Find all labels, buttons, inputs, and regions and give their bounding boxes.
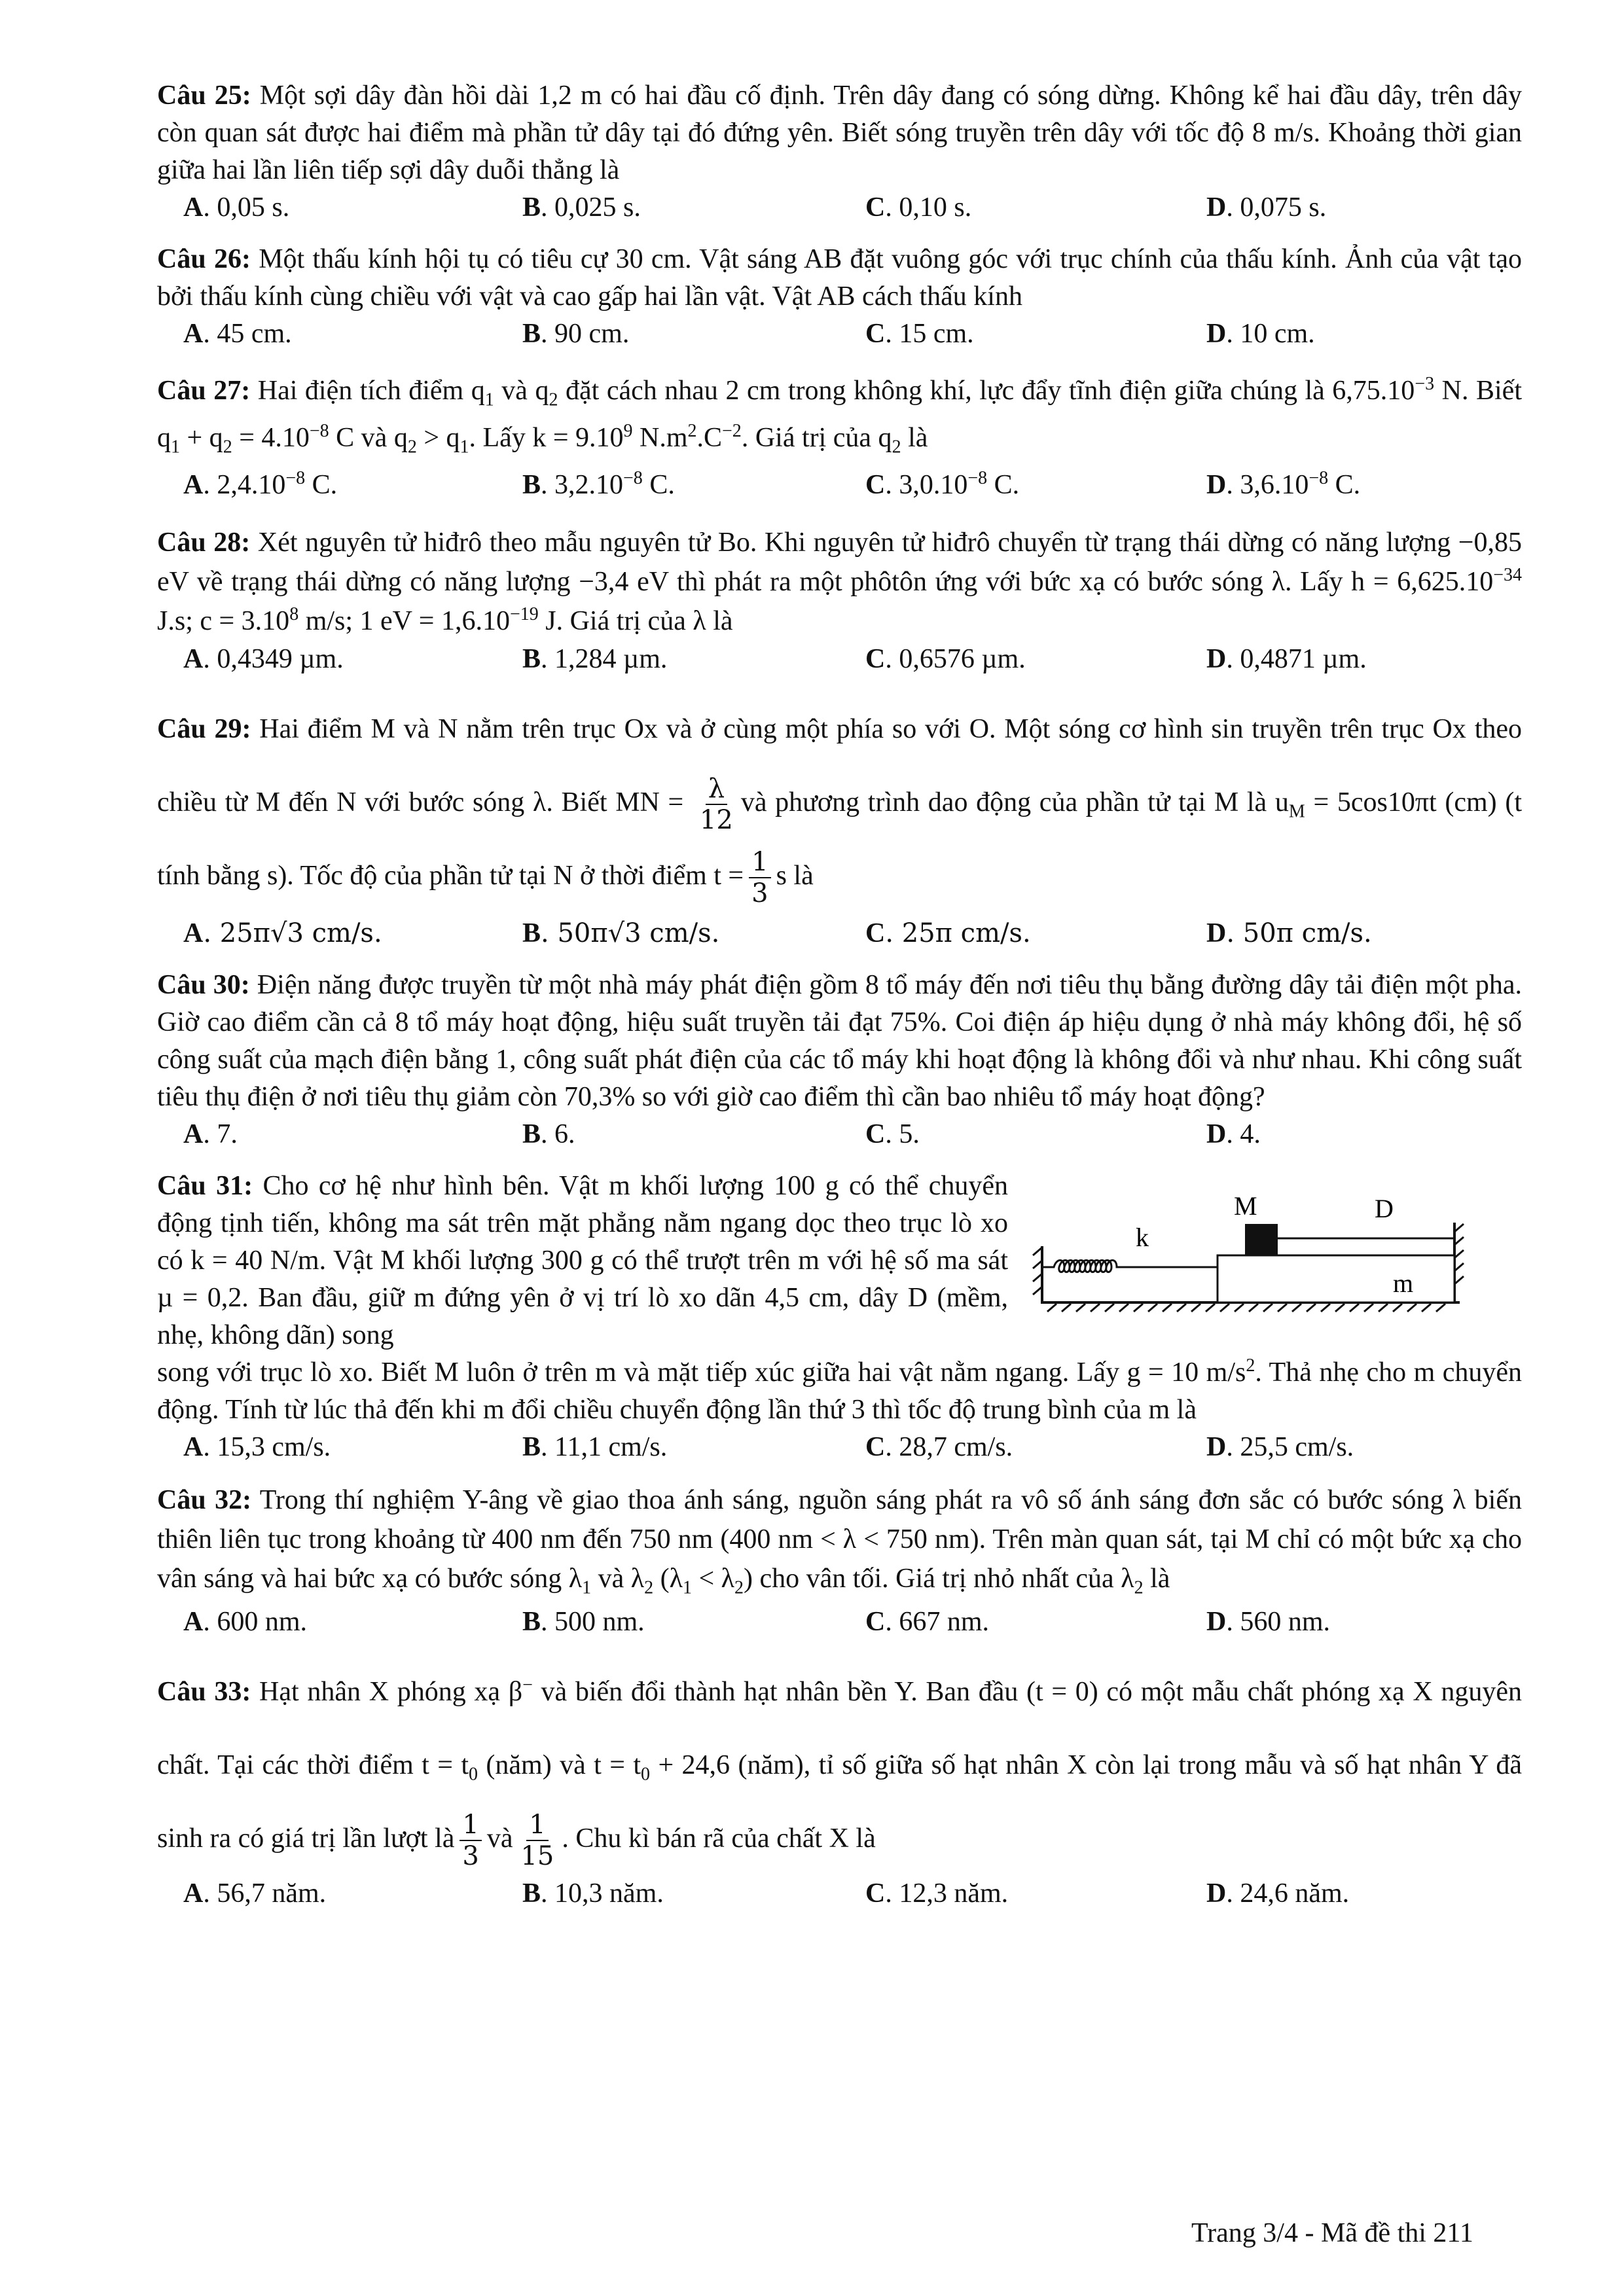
- answer-options: [157, 189, 1522, 226]
- option-b[interactable]: B. 500 nm.: [522, 1607, 645, 1637]
- fraction-1-3: [460, 1810, 481, 1871]
- option-d[interactable]: D. 0,4871 µm.: [1206, 644, 1367, 674]
- question-number: Câu 26:: [157, 244, 251, 274]
- question-27: [157, 367, 1522, 509]
- option-d[interactable]: D. 560 nm.: [1206, 1607, 1331, 1637]
- question-31: Câu 31: Cho cơ hệ như hình bên. Vật m khối lượng 100 g có thể chuyển động tịnh tiến, không ma sát trên mặt phẳng nằm ngang dọc theo trục lò xo có k = 40 N/m. Vật M khối lượng 300 g có thể trượt trên m với hệ số ma sát µ = 0,2. Ban đầu, giữ m đứng yên ở vị trí lò xo dãn 4,5 cm, dây D (mềm, nhẹ, không dãn) song song với trục lò xo. Biết M luôn ở trên m và mặt tiếp xúc giữa hai vật nằm ngang. Lấy g = 10 $m/s^2$. Thả nhẹ cho m chuyển động. Tính từ lúc thả đến khi m đổi chiều chuyển động lần thứ 3 thì tốc độ trung bình của m là M D k m A. 15,3 cm/s. B. 11,1 cm/s. C. 28,7 cm/s. D. 25,5 cm/s.: [157, 1168, 1522, 1466]
- option-c[interactable]: C. 0,10 s.: [865, 192, 972, 223]
- option-b[interactable]: B. 50π√3 cm/s.: [522, 918, 720, 948]
- option-d[interactable]: D. 4.: [1206, 1119, 1261, 1149]
- option-c[interactable]: C. 12,3 năm.: [865, 1878, 1009, 1909]
- option-d[interactable]: D. 50π cm/s.: [1206, 918, 1372, 948]
- fraction-lambda-12: [697, 774, 736, 835]
- option-c[interactable]: C. 667 nm.: [865, 1607, 990, 1637]
- fraction-denominator: 12: [699, 805, 733, 836]
- exam-page: [157, 77, 1522, 1912]
- option-a[interactable]: A. 15,3 cm/s.: [183, 1432, 331, 1462]
- option-b[interactable]: B. 0,025 s.: [522, 192, 641, 223]
- answer-options: [157, 1604, 1522, 1641]
- option-b[interactable]: B. 11,1 cm/s.: [522, 1432, 668, 1462]
- option-d[interactable]: D. $3,6.10^{-8}$ C.: [1206, 468, 1361, 500]
- question-32: [157, 1480, 1522, 1641]
- question-number: Câu 28:: [157, 528, 251, 558]
- floor-hatching: [1047, 1304, 1445, 1312]
- question-text: Câu 33: Hạt nhân X phóng xạ β− và biến đổi thành hạt nhân bền Y. Ban đầu (t = 0) có một mẫu chất phóng xạ X nguyên chất. Tại các thời điểm $t = t_0$ (năm) và $t = t_0 + 24,6$ (năm), tỉ số giữa số hạt nhân X còn lại trong mẫu và số hạt nhân Y đã sinh ra có giá trị lần lượt là $\frac{1}{3}$ và $\frac{1}{15}$ . Chu kì bán rã của chất X là: [157, 1675, 1523, 1872]
- right-wall-hatching: [1454, 1224, 1464, 1284]
- option-b[interactable]: B. 90 cm.: [522, 319, 630, 349]
- question-number: Câu 30:: [157, 970, 250, 1000]
- option-a[interactable]: A. 25π√3 cm/s.: [183, 918, 382, 948]
- question-30: [157, 967, 1522, 1153]
- question-number: Câu 31:: [157, 1171, 253, 1201]
- fraction-1-3: [749, 847, 770, 908]
- question-number: Câu 29:: [157, 714, 251, 744]
- question-25: [157, 77, 1522, 226]
- option-a[interactable]: A. 7.: [183, 1119, 238, 1149]
- question-26: [157, 241, 1522, 353]
- option-c[interactable]: C. 28,7 cm/s.: [865, 1432, 1013, 1462]
- label-M: M: [1234, 1191, 1257, 1221]
- question-number: Câu 27:: [157, 376, 251, 406]
- option-b[interactable]: B. 6.: [522, 1119, 575, 1149]
- fraction-1-15: [518, 1810, 556, 1871]
- fraction-denominator: 3: [462, 1841, 479, 1872]
- fraction-numerator: 1: [526, 1810, 548, 1841]
- option-b[interactable]: B. 1,284 µm.: [522, 644, 668, 674]
- option-d[interactable]: D. 24,6 năm.: [1206, 1878, 1350, 1909]
- option-c[interactable]: C. 15 cm.: [865, 319, 974, 349]
- option-a[interactable]: A. 45 cm.: [183, 319, 292, 349]
- option-a[interactable]: A. 0,05 s.: [183, 192, 290, 223]
- question-text: Câu 29: Hai điểm M và N nằm trên trục Ox và ở cùng một phía so với O. Một sóng cơ hình sin truyền trên trục Ox theo chiều từ M đến N với bước sóng λ. Biết MN = $\frac{\lambda}{12}$ và phương trình dao động của phần tử tại M là $u_M = 5\cos 10\pi t$ (cm) (t tính bằng s). Tốc độ của phần tử tại N ở thời điểm t = $\frac{1}{3}$ s là: [157, 714, 1522, 909]
- answer-options: [157, 641, 1522, 678]
- fraction-numerator: 1: [749, 847, 770, 878]
- answer-options: [157, 461, 1522, 509]
- answer-options: [157, 1116, 1522, 1153]
- question-text: Câu 28: Xét nguyên tử hiđrô theo mẫu nguyên tử Bo. Khi nguyên tử hiđrô chuyển từ trạng thái dừng có năng lượng −0,85 eV về trạng thái dừng có năng lượng −3,4 eV thì phát ra một phôtôn ứng với bức xạ có bước sóng λ. Lấy $h = 6,625.10^{-34}$ J.s; $c = 3.10^8$ m/s; 1 eV = $1,6.10^{-19}$ J. Giá trị của λ là: [157, 528, 1522, 636]
- question-text: Câu 27: Hai điện tích điểm $q_1$ và $q_2$ đặt cách nhau 2 cm trong không khí, lực đẩy tĩnh điện giữa chúng là $6,75.10^{-3}$ N. Biết $q_1 + q_2 = 4.10^{-8}$ C và $q_2 > q_1$. Lấy $k = 9.10^9$ $N.m^2.C^{-2}$. Giá trị của $q_2$ là: [157, 374, 1522, 457]
- option-a[interactable]: A. 56,7 năm.: [183, 1878, 327, 1909]
- answer-options: [157, 315, 1522, 353]
- spring-coil: [1042, 1261, 1218, 1272]
- fraction-denominator: 15: [520, 1841, 554, 1872]
- question-text: Câu 31: Cho cơ hệ như hình bên. Vật m khối lượng 100 g có thể chuyển động tịnh tiến, không ma sát trên mặt phẳng nằm ngang dọc theo trục lò xo có k = 40 N/m. Vật M khối lượng 300 g có thể trượt trên m với hệ số ma sát µ = 0,2. Ban đầu, giữ m đứng yên ở vị trí lò xo dãn 4,5 cm, dây D (mềm, nhẹ, không dãn) song: [157, 1171, 1008, 1350]
- option-c[interactable]: C. $3,0.10^{-8}$ C.: [865, 468, 1020, 500]
- page-footer: Trang 3/4 - Mã đề thi 211: [1191, 2218, 1473, 2248]
- left-wall-hatching: [1033, 1247, 1042, 1295]
- option-d[interactable]: D. 10 cm.: [1206, 319, 1315, 349]
- question-33: [157, 1655, 1522, 1912]
- question-text: Điện năng được truyền từ một nhà máy phát điện gồm 8 tổ máy đến nơi tiêu thụ bằng đường dây tải điện một pha. Giờ cao điểm cần cả 8 tổ máy hoạt động, hiệu suất truyền tải đạt 75%. Coi điện áp hiệu dụng ở nhà máy không đổi, hệ số công suất của mạch điện bằng 1, công suất phát điện của các tổ máy khi hoạt động là không đổi và như nhau. Khi công suất tiêu thụ điện ở nơi tiêu thụ giảm còn 70,3% so với giờ cao điểm thì cần bao nhiêu tổ máy hoạt động?: [157, 970, 1522, 1112]
- option-a[interactable]: A. 0,4349 µm.: [183, 644, 344, 674]
- option-d[interactable]: D. 0,075 s.: [1206, 192, 1327, 223]
- question-number: Câu 33:: [157, 1677, 251, 1707]
- fraction-numerator: λ: [706, 774, 727, 805]
- spring-block-figure: [1028, 1183, 1473, 1340]
- question-28: [157, 523, 1522, 678]
- question-text: Một thấu kính hội tụ có tiêu cự 30 cm. Vật sáng AB đặt vuông góc với trục chính của thấu kính. Ảnh của vật tạo bởi thấu kính cùng chiều với vật và cao gấp hai lần vật. Vật AB cách thấu kính: [157, 244, 1522, 312]
- fraction-denominator: 3: [751, 878, 768, 909]
- question-number: Câu 32:: [157, 1485, 252, 1515]
- option-a[interactable]: A. $2,4.10^{-8}$ C.: [183, 468, 338, 500]
- option-c[interactable]: C. 5.: [865, 1119, 920, 1149]
- block-m: [1218, 1255, 1454, 1302]
- answer-options: [157, 1429, 1522, 1466]
- option-b[interactable]: B. 10,3 năm.: [522, 1878, 664, 1909]
- question-29: [157, 692, 1522, 952]
- answer-options: [157, 1875, 1522, 1912]
- label-D: D: [1375, 1194, 1394, 1223]
- block-M: [1245, 1224, 1278, 1255]
- answer-options: [157, 915, 1522, 952]
- option-c[interactable]: C. 0,6576 µm.: [865, 644, 1026, 674]
- fraction-numerator: 1: [460, 1810, 481, 1841]
- question-text: Một sợi dây đàn hồi dài 1,2 m có hai đầu cố định. Trên dây đang có sóng dừng. Không kể hai đầu dây, trên dây còn quan sát được hai điểm mà phần tử dây tại đó đứng yên. Biết sóng truyền trên dây với tốc độ 8 m/s. Khoảng thời gian giữa hai lần liên tiếp sợi dây duỗi thẳng là: [157, 81, 1522, 185]
- question-text: Câu 32: Trong thí nghiệm Y-âng về giao thoa ánh sáng, nguồn sáng phát ra vô số ánh sáng đơn sắc có bước sóng λ biến thiên liên tục trong khoảng từ 400 nm đến 750 nm (400 nm < λ < 750 nm). Trên màn quan sát, tại M chỉ có một bức xạ cho vân sáng và hai bức xạ có bước sóng $\lambda_1$ và $\lambda_2$ $(\lambda_1 < \lambda_2)$ cho vân tối. Giá trị nhỏ nhất của $\lambda_2$ là: [157, 1485, 1522, 1598]
- option-a[interactable]: A. 600 nm.: [183, 1607, 308, 1637]
- option-c[interactable]: C. 25π cm/s.: [865, 918, 1031, 948]
- label-k: k: [1136, 1223, 1149, 1252]
- option-b[interactable]: B. $3,2.10^{-8}$ C.: [522, 468, 675, 500]
- option-d[interactable]: D. 25,5 cm/s.: [1206, 1432, 1354, 1462]
- label-m: m: [1393, 1268, 1414, 1298]
- question-number: Câu 25:: [157, 81, 251, 111]
